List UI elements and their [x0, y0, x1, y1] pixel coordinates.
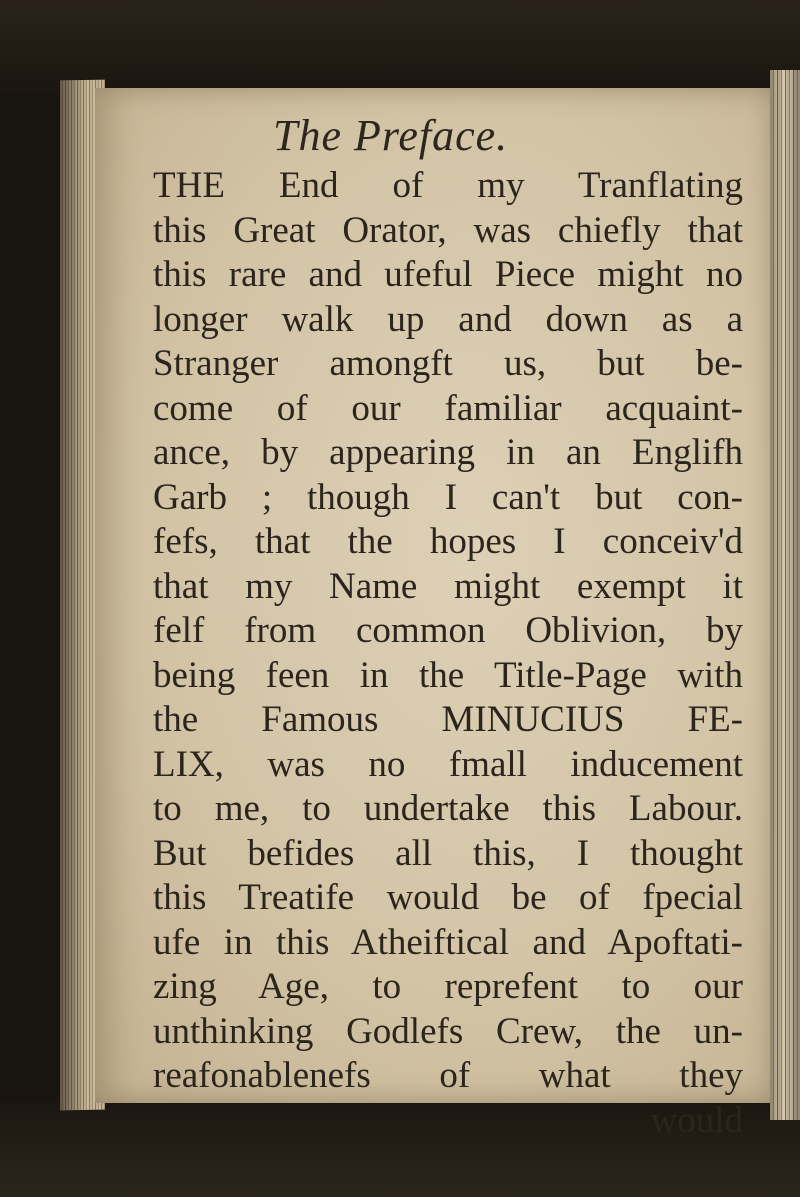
text-line: THE End of my Tranflating: [153, 165, 743, 206]
text-line: LIX, was no fmall inducement: [153, 743, 743, 785]
running-head: The Preface.: [273, 111, 509, 160]
text-line: But befides all this, I thought: [153, 832, 743, 874]
text-line: this rare and ufeful Piece might no: [153, 254, 743, 295]
text-line: Stranger amongft us, but be-: [153, 343, 743, 384]
text-line: unthinking Godlefs Crew, the un-: [153, 1010, 743, 1052]
text-line: being feen in the Title-Page with: [153, 654, 743, 696]
text-line: ance, by appearing in an Englifh: [153, 432, 743, 473]
text-line: longer walk up and down as a: [153, 298, 743, 340]
text-line: come of our familiar acquaint-: [153, 387, 743, 429]
page-stack-right: [770, 70, 800, 1120]
text-line: Garb ; though I can't but con-: [153, 476, 743, 518]
text-line: reafonablenefs of what they: [153, 1055, 743, 1096]
background-top: [0, 0, 800, 95]
text-line: ufe in this Atheiftical and Apoftati-: [153, 921, 743, 963]
text-line: this Great Orator, was chiefly that: [153, 209, 743, 251]
text-line: to me, to undertake this Labour.: [153, 788, 743, 829]
page-text: [153, 110, 743, 1143]
text-line: felf from common Oblivion, by: [153, 610, 743, 651]
text-line: zing Age, to reprefent to our: [153, 966, 743, 1007]
text-line: fefs, that the hopes I conceiv'd: [153, 521, 743, 562]
catchword: would: [650, 1099, 743, 1141]
text-line: this Treatife would be of fpecial: [153, 877, 743, 918]
text-line: the Famous MINUCIUS FE-: [153, 699, 743, 740]
text-line: that my Name might exempt it: [153, 565, 743, 607]
